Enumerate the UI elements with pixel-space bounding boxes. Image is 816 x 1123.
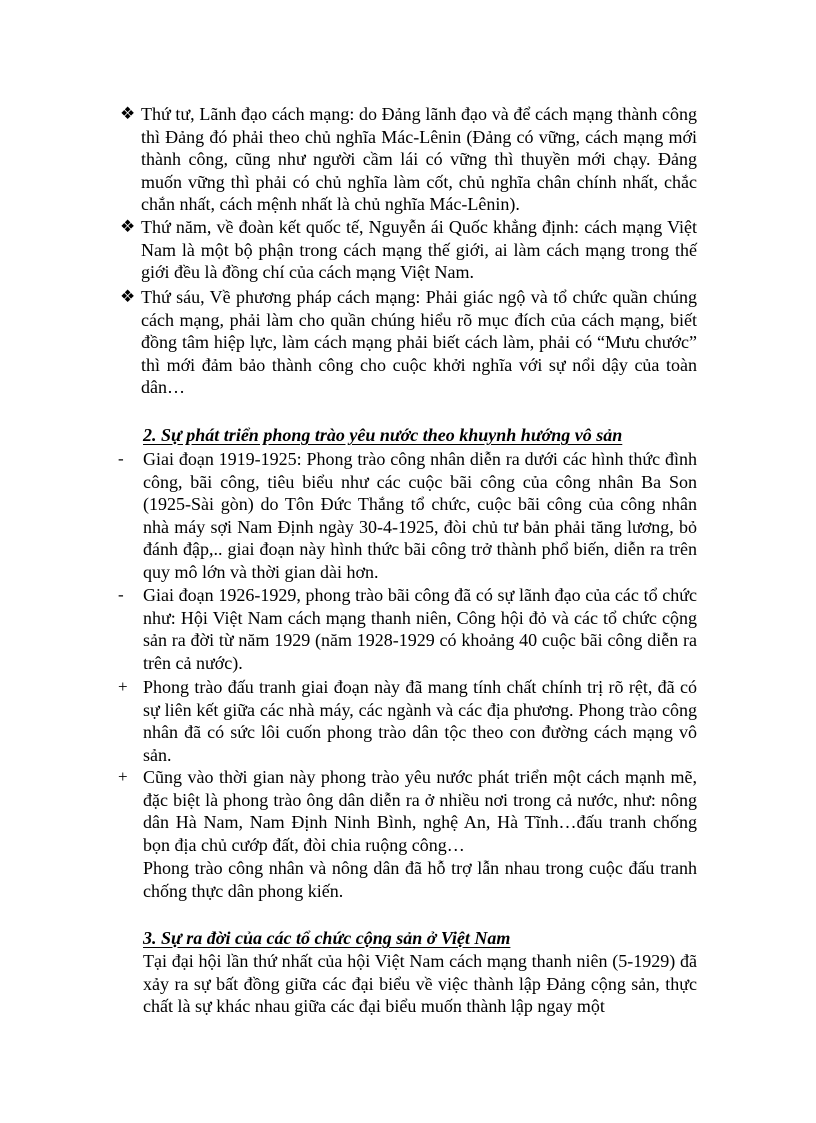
- diamond-bullet-icon: ❖: [120, 104, 136, 123]
- dash-bullet: -: [118, 585, 124, 604]
- bullet-item: [120, 103, 697, 216]
- bullet-text: Thứ sáu, Về phương pháp cách mạng: Phải giác ngộ và tổ chức quần chúng cách mạng, phải làm cho quần chúng hiểu rõ mục đích của cách mạng, biết đồng tâm hiệp lực, làm cách mạng phải biết cách làm, phải có “Mưu chước” thì mới đảm bảo thành công cho cuộc khởi nghĩa với sự nổi dậy của toàn dân…: [141, 287, 697, 398]
- list-item-text: Giai đoạn 1919-1925: Phong trào công nhân diễn ra dưới các hình thức đình công, bãi công, tiêu biểu như các cuộc bãi công của công nhân Ba Son (1925-Sài gòn) do Tôn Đức Thắng tổ chức, cuộc bãi công của công nhân nhà máy sợi Nam Định ngày 30-4-1925, đòi chủ tư bản phải tăng lương, bỏ đánh đập,.. giai đoạn này hình thức bãi công trở thành phổ biến, diễn ra trên quy mô lớn và thời gian dài hơn.: [143, 449, 697, 582]
- closing-paragraph: Phong trào công nhân và nông dân đã hỗ trợ lẫn nhau trong cuộc đấu tranh chống thực dân phong kiến.: [143, 858, 697, 901]
- plus-bullet: +: [118, 767, 128, 786]
- diamond-bullet-icon: ❖: [120, 217, 136, 236]
- section-heading: 3. Sự ra đời của các tổ chức cộng sản ở Việt Nam: [143, 928, 511, 948]
- bullet-item: [120, 216, 697, 284]
- body-paragraph: Tại đại hội lần thứ nhất của hội Việt Nam cách mạng thanh niên (5-1929) đã xảy ra sự bất đồng giữa các đại biểu về việc thành lập Đảng cộng sản, thực chất là sự khác nhau giữa các đại biểu muốn thành lập ngay một: [143, 951, 697, 1017]
- diamond-bullet-icon: ❖: [120, 287, 136, 306]
- bullet-item: [120, 286, 697, 399]
- list-item: [118, 448, 697, 584]
- plus-bullet: +: [118, 677, 128, 696]
- bullet-text: Thứ tư, Lãnh đạo cách mạng: do Đảng lãnh đạo và để cách mạng thành công thì Đảng đó phải theo chủ nghĩa Mác-Lênin (Đảng có vững, cách mạng mới thành công, cũng như người cầm lái có vững thì thuyền mới chạy. Đảng muốn vững thì phải có chủ nghĩa làm cốt, chủ nghĩa chân chính nhất, chắc chắn nhất, cách mệnh nhất là chủ nghĩa Mác-Lênin).: [141, 104, 697, 215]
- list-item-text: Giai đoạn 1926-1929, phong trào bãi công đã có sự lãnh đạo của các tổ chức như: Hội Việt Nam cách mạng thanh niên, Công hội đỏ và các tổ chức cộng sản ra đời từ năm 1929 (năm 1928-1929 có khoảng 40 cuộc bãi công diễn ra trên cả nước).: [143, 585, 697, 673]
- dash-bullet: -: [118, 449, 124, 468]
- bullet-text: Thứ năm, về đoàn kết quốc tế, Nguyễn ái Quốc khẳng định: cách mạng Việt Nam là một bộ phận trong cách mạng thế giới, ai làm cách mạng trong thế giới đều là đồng chí của cách mạng Việt Nam.: [141, 217, 697, 283]
- list-item-text: Phong trào đấu tranh giai đoạn này đã mang tính chất chính trị rõ rệt, đã có sự liên kết giữa các nhà máy, các ngành và các địa phương. Phong trào công nhân đã có sức lôi cuốn phong trào dân tộc theo con đường cách mạng vô sản.: [143, 677, 697, 765]
- list-item-text: Cũng vào thời gian này phong trào yêu nước phát triển một cách mạnh mẽ, đặc biệt là phong trào ông dân diễn ra ở nhiều nơi trong cả nước, như: nông dân Hà Nam, Nam Định Ninh Bình, nghệ An, Hà Tĩnh…đấu tranh chống bọn địa chủ cướp đất, đòi chia ruộng công…: [143, 767, 697, 855]
- section-heading: 2. Sự phát triển phong trào yêu nước theo khuynh hướng vô sản: [143, 425, 623, 445]
- list-item: [118, 584, 697, 674]
- list-item: [118, 766, 697, 856]
- list-item: [118, 676, 697, 766]
